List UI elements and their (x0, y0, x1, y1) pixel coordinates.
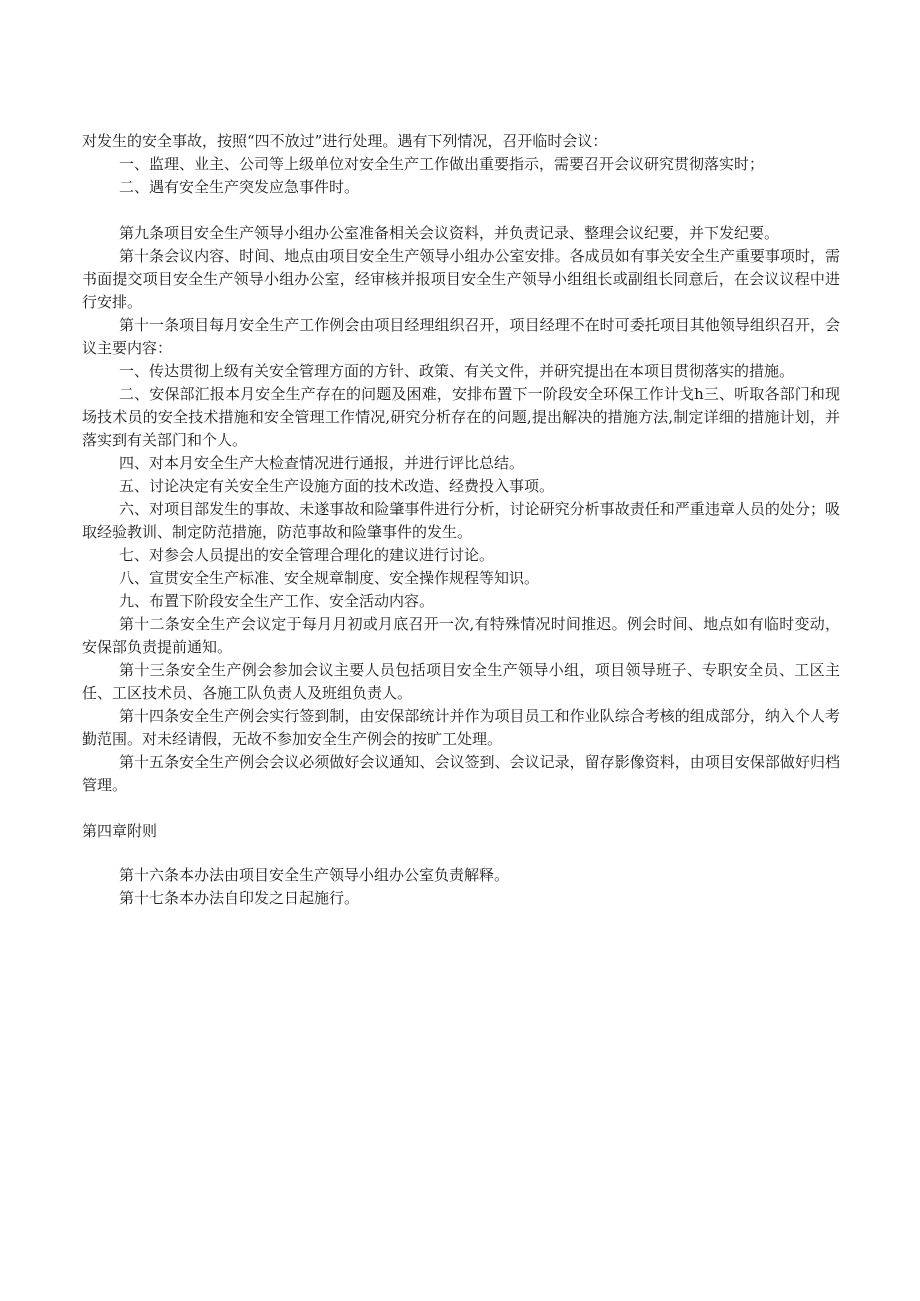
article-11: 第十一条项目每月安全生产工作例会由项目经理组织召开，项目经理不在时可委托项目其他领导组织召开，会议主要内容： (82, 316, 840, 357)
list-item: 八、宣贯安全生产标准、安全规章制度、安全操作规程等知识。 (119, 569, 540, 587)
paragraph: 对发生的安全事故，按照“四不放过”进行处理。遇有下列情况，召开临时会议： (82, 132, 608, 150)
article-13: 第十三条安全生产例会参加会议主要人员包括项目安全生产领导小组，项目领导班子、专职安全员、工区主任、工区技术员、各施工队负责人及班组负责人。 (82, 661, 840, 702)
list-item: 二、安保部汇报本月安全生产存在的问题及困难，安排布置下一阶段安全环保工作计戈h三、听取各部门和现场技术员的安全技术措施和安全管理工作情况,研究分析存在的问题,提出解决的措施方法,制定详细的措施计划，并落实到有关部门和个人。 (82, 385, 840, 449)
list-item: 六、对项目部发生的事故、未遂事故和险肇事件进行分析，讨论研究分析事故责任和严重违章人员的处分；吸取经验教训、制定防范措施，防范事故和险肇事件的发生。 (82, 500, 840, 541)
article-17: 第十七条本办法自印发之日起施行。 (119, 889, 360, 907)
article-15: 第十五条安全生产例会会议必须做好会议通知、会议签到、会议记录，留存影像资料，由项目安保部做好归档管理。 (82, 753, 840, 794)
article-10: 第十条会议内容、时间、地点由项目安全生产领导小组办公室安排。各成员如有事关安全生产重要事项时，需书面提交项目安全生产领导小组办公室，经审核并报项目安全生产领导小组组长或副组长同意后，在会议议程中进行安排。 (82, 247, 840, 311)
list-item: 七、对参会人员提出的安全管理合理化的建议进行讨论。 (119, 546, 495, 564)
paragraph: 二、遇有安全生产突发应急事件时。 (119, 178, 360, 196)
article-12: 第十二条安全生产会议定于每月月初或月底召开一次,有特殊情况时间推迟。例会时间、地点如有临时变动，安保部负责提前通知。 (82, 615, 840, 656)
document-body (82, 130, 840, 910)
list-item: 五、讨论决定有关安全生产设施方面的技术改造、经费投入事项。 (119, 477, 555, 495)
article-9: 第九条项目安全生产领导小组办公室准备相关会议资料，并负责记录、整理会议纪要，并下发纪要。 (119, 224, 780, 242)
chapter-heading: 第四章附则 (82, 822, 158, 840)
paragraph: 一、监理、业主、公司等上级单位对安全生产工作做出重要指示，需要召开会议研究贯彻落实时； (119, 155, 765, 173)
article-16: 第十六条本办法由项目安全生产领导小组办公室负责解释。 (119, 866, 510, 884)
list-item: 九、布置下阶段安全生产工作、安全活动内容。 (119, 592, 435, 610)
list-item: 一、传达贯彻上级有关安全管理方面的方针、政策、有关文件，并研究提出在本项目贯彻落实的措施。 (119, 362, 795, 380)
list-item: 四、对本月安全生产大检查情况进行通报，并进行评比总结。 (119, 454, 525, 472)
article-14: 第十四条安全生产例会实行签到制，由安保部统计并作为项目员工和作业队综合考核的组成部分，纳入个人考勤范围。对未经请假，无故不参加安全生产例会的按旷工处理。 (82, 707, 840, 748)
